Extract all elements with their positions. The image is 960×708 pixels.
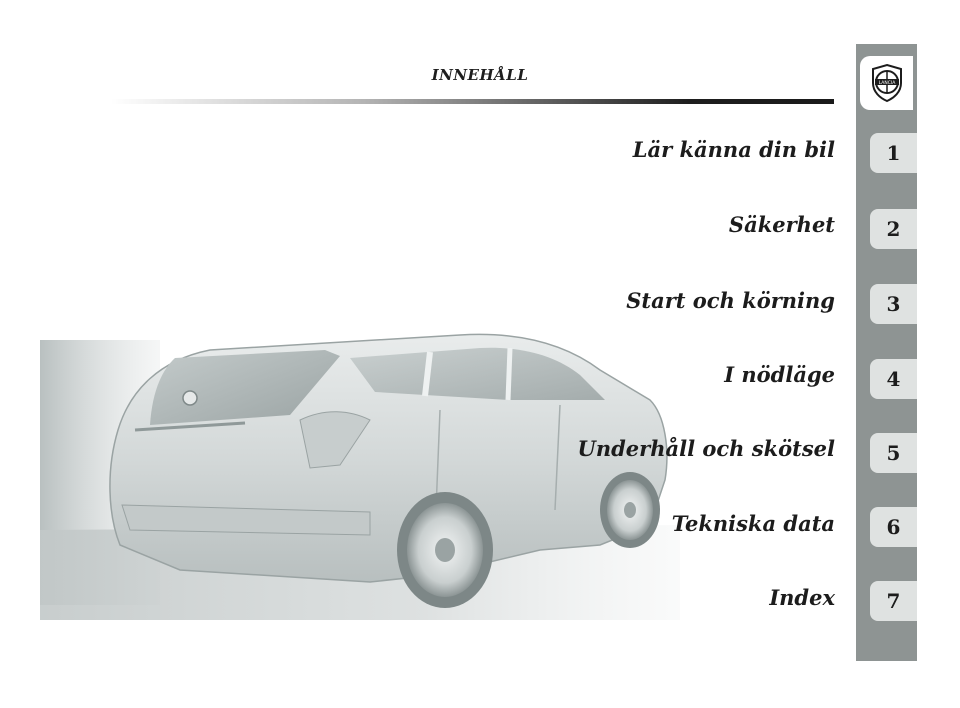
page-title: INNEHÅLL (431, 66, 529, 84)
toc-item-chapter-3[interactable]: Start och körning (626, 288, 835, 313)
lancia-shield-icon (867, 63, 907, 103)
tab-chapter-1[interactable]: 1 (870, 133, 917, 173)
tab-chapter-5[interactable]: 5 (870, 433, 917, 473)
toc-item-chapter-2[interactable]: Säkerhet (728, 212, 835, 237)
toc-item-chapter-5[interactable]: Underhåll och skötsel (577, 436, 835, 461)
title-divider (110, 99, 834, 104)
tab-chapter-7[interactable]: 7 (870, 581, 917, 621)
lancia-logo (860, 56, 913, 110)
tab-chapter-6[interactable]: 6 (870, 507, 917, 547)
toc-item-chapter-6[interactable]: Tekniska data (671, 511, 835, 536)
tab-chapter-3[interactable]: 3 (870, 284, 917, 324)
car-illustration (40, 320, 680, 625)
logo-text: LANCIA (878, 81, 895, 86)
toc-item-chapter-7[interactable]: Index (769, 585, 835, 610)
chapter-sidebar (856, 44, 917, 661)
tab-chapter-2[interactable]: 2 (870, 209, 917, 249)
toc-item-chapter-4[interactable]: I nödläge (724, 362, 835, 387)
toc-item-chapter-1[interactable]: Lär känna din bil (632, 137, 835, 162)
tab-chapter-4[interactable]: 4 (870, 359, 917, 399)
